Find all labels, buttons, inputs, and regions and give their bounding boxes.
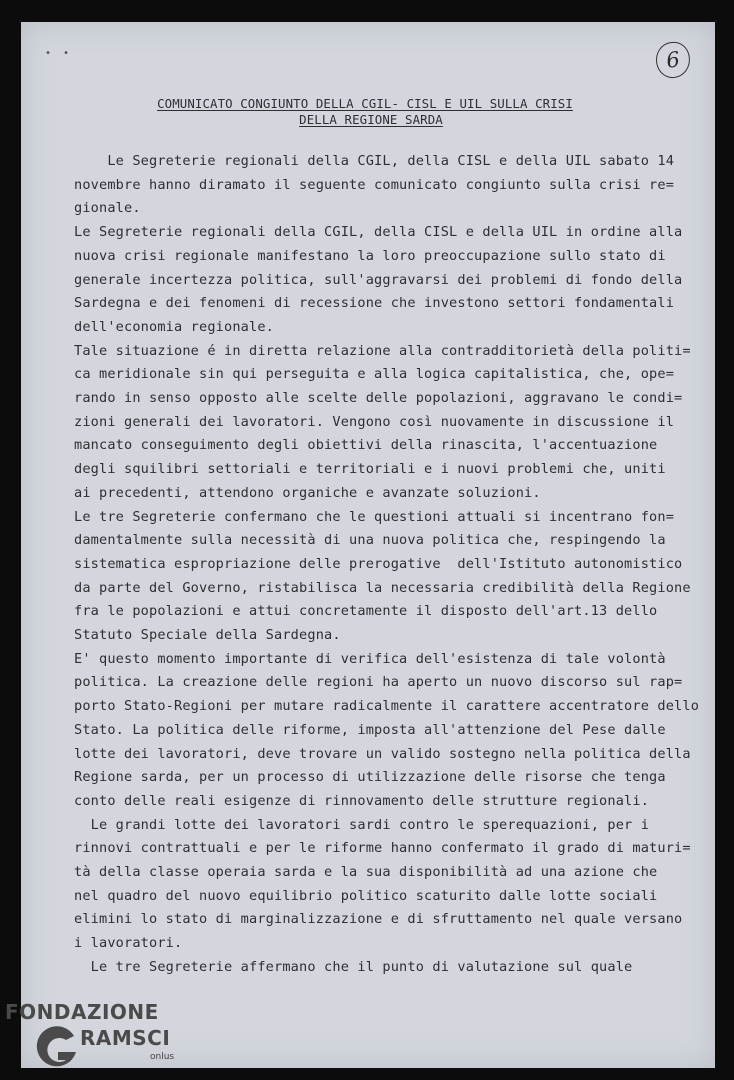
body-text-line: rinnovi contrattuali e per le riforme hanno confermato il grado di maturi=: [74, 840, 691, 857]
corner-marks: • •: [45, 48, 73, 59]
body-text-line: degli squilibri settoriali e territoriali e i nuovi problemi che, uniti: [74, 461, 666, 478]
body-text-line: Le Segreterie regionali della CGIL, della CISL e della UIL in ordine alla: [74, 224, 683, 241]
body-text-line: gionale.: [74, 200, 141, 217]
body-text-line: zioni generali dei lavoratori. Vengono così nuovamente in discussione il: [74, 413, 675, 430]
body-text-line: Sardegna e dei fenomeni di recessione che investono settori fondamentali: [74, 295, 675, 312]
body-text-line: sistematica espropriazione delle prerogative dell'Istituto autonomistico: [74, 555, 683, 572]
page-number-circled: 6: [654, 40, 693, 80]
body-text-line: nuova crisi regionale manifestano la loro preoccupazione sullo stato di: [74, 247, 666, 264]
body-text-line: damentalmente sulla necessità di una nuova politica che, respingendo la: [74, 532, 666, 549]
body-text-line: porto Stato-Regioni per mutare radicalmente il carattere accentratore dello: [74, 698, 700, 715]
body-text-line: ai precedenti, attendono organiche e avanzate soluzioni.: [74, 484, 541, 501]
body-text-line: novembre hanno diramato il seguente comunicato congiunto sulla crisi re=: [74, 176, 675, 193]
body-text-line: Statuto Speciale della Sardegna.: [74, 627, 341, 643]
document-title-line-2: DELLA REGIONE SARDA: [299, 112, 443, 127]
body-text-line: Le tre Segreterie affermano che il punto di valutazione sul quale: [74, 958, 633, 975]
body-text-line: conto delle reali esigenze di rinnovamento delle strutture regionali.: [74, 792, 650, 809]
body-text-line: mancato conseguimento degli obiettivi della rinascita, l'accentuazione: [74, 437, 658, 454]
watermark-onlus: onlus: [150, 1052, 175, 1062]
document-title-line-1: COMUNICATO CONGIUNTO DELLA CGIL- CISL E UIL SULLA CRISI: [157, 96, 573, 111]
body-text-line: fra le popolazioni e attui concretamente il disposto dell'art.13 dello: [74, 603, 658, 620]
body-text-line: generale incertezza politica, sull'aggravarsi dei problemi di fondo della: [74, 271, 683, 288]
body-text-line: Regione sarda, per un processo di utilizzazione delle risorse che tenga: [74, 769, 666, 786]
body-text-line: Le Segreterie regionali della CGIL, della CISL e della UIL sabato 14: [74, 153, 675, 169]
body-text-line: E' questo momento importante di verifica dell'esistenza di tale volontà: [74, 650, 666, 667]
document-page: [21, 22, 715, 1068]
body-text-line: da parte del Governo, ristabilisca la necessaria credibilità della Regione: [74, 579, 691, 596]
body-text-line: Tale situazione é in diretta relazione alla contradditorietà della politi=: [74, 342, 691, 359]
body-text-line: politica. La creazione delle regioni ha aperto un nuovo discorso sul rap=: [74, 674, 683, 691]
body-text-line: i lavoratori.: [74, 935, 183, 952]
body-text-line: ca meridionale sin qui perseguita e alla logica capitalistica, che, ope=: [74, 366, 675, 383]
body-text-line: nel quadro del nuovo equilibrio politico scaturito dalle lotte sociali: [74, 887, 658, 904]
watermark-line-1: FONDAZIONE: [5, 1000, 159, 1024]
fondazione-gramsci-watermark: [0, 996, 200, 1080]
body-text-line: Le tre Segreterie confermano che le questioni attuali si incentrano fon=: [74, 508, 675, 525]
body-text-line: elimini lo stato di marginalizzazione e di sfruttamento nel quale versano: [74, 911, 683, 928]
body-text-line: Le grandi lotte dei lavoratori sardi contro le sperequazioni, per i: [74, 816, 650, 833]
body-text-line: dell'economia regionale.: [74, 318, 275, 335]
watermark-line-2: RAMSCI: [80, 1026, 171, 1050]
body-text-line: rando in senso opposto alle scelte delle popolazioni, aggravano le condi=: [74, 390, 683, 406]
body-text-line: tà della classe operaia sarda e la sua disponibilità ad una azione che: [74, 864, 658, 880]
body-text-line: Stato. La politica delle riforme, imposta all'attenzione del Pese dalle: [74, 721, 666, 738]
gramsci-g-logo-icon: [30, 1022, 82, 1074]
body-text-line: lotte dei lavoratori, deve trovare un valido sostegno nella politica della: [74, 745, 691, 762]
